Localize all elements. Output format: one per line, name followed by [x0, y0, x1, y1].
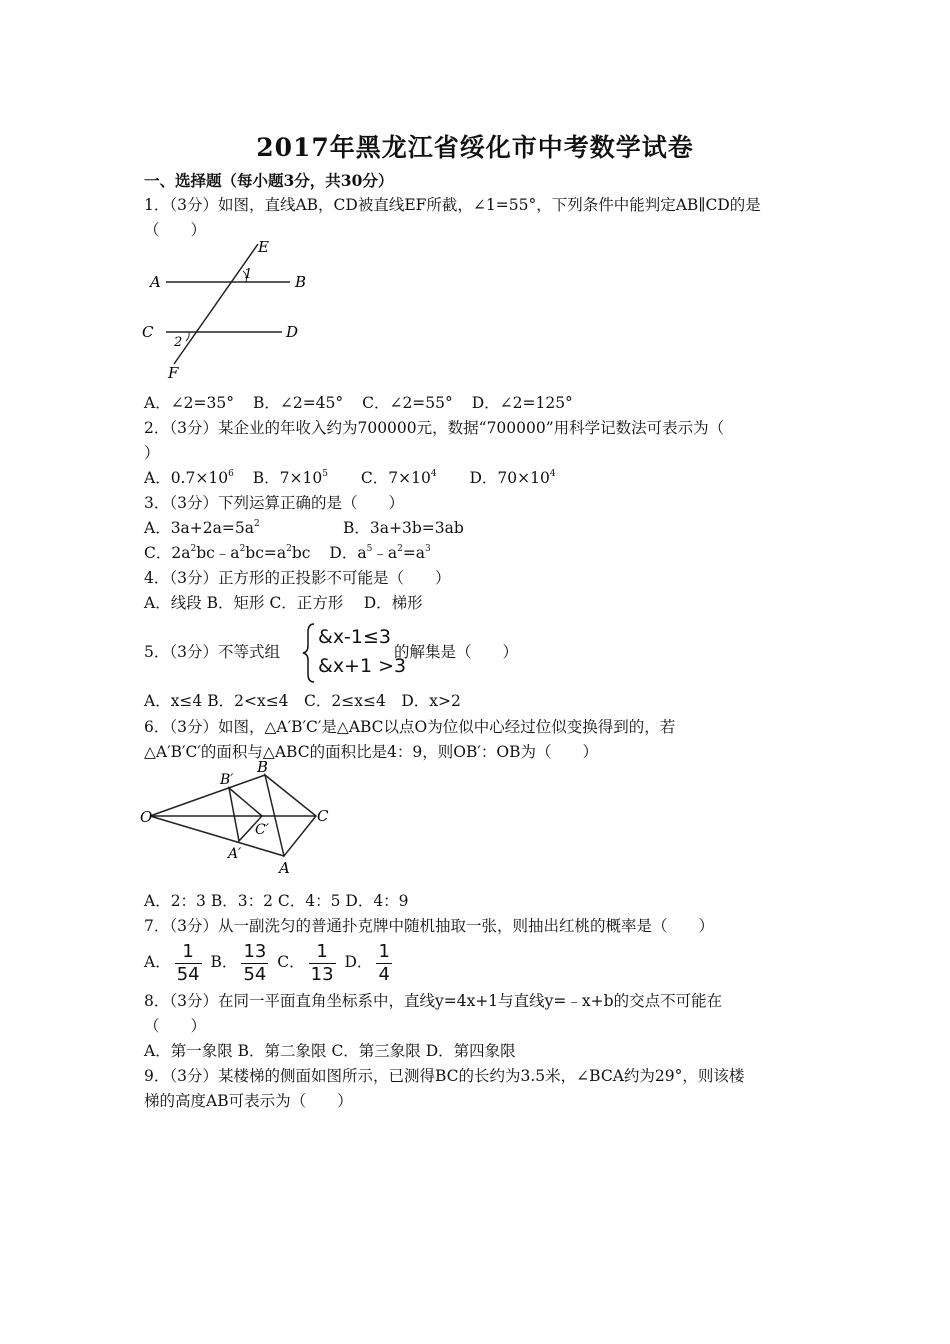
q7-option-b-fraction: $\frac{13}{54}$ — [243, 940, 267, 985]
q2-option-c: C．$7\times 10^4$ — [360, 469, 437, 487]
label-c: C — [317, 807, 329, 825]
q2-stem-line1: 2．（3分）某企业的年收入约为700000元，数据“700000”用科学记数法可表示为（ — [144, 419, 725, 437]
label-c: C — [142, 323, 154, 341]
q2-option-a: A．$0.7\times 10^6$ — [144, 469, 234, 487]
label-b: B — [295, 273, 307, 291]
q7-options — [144, 938, 396, 986]
q1-option-a: A．∠2=35° — [144, 394, 235, 412]
q3-option-a: A．$3a+2a=5a^2$ — [144, 519, 260, 537]
q3-stem: 3．（3分）下列运算正确的是（ ） — [144, 494, 404, 512]
q3-option-b: B．3a+3b=3ab — [343, 519, 464, 537]
label-d: D — [286, 323, 299, 341]
q3-option-d: D．$a^5﹣a^2=a^3$ — [329, 544, 431, 562]
label-a-prime: A′ — [228, 846, 242, 862]
q5-stem-prefix: 5．（3分）不等式组 — [144, 643, 280, 661]
angle-2-arc — [186, 332, 189, 341]
label-o: O — [140, 808, 153, 826]
q2-option-d: D．$70\times 10^4$ — [469, 469, 556, 487]
label-e: E — [258, 238, 269, 256]
label-f: F — [168, 364, 179, 382]
label-c-prime: C′ — [255, 822, 269, 838]
line-ef — [174, 244, 258, 364]
q1-option-c: C．∠2=55° — [362, 394, 453, 412]
q7-option-c-label: C． — [277, 953, 305, 971]
q6-stem-line1: 6．（3分）如图，△A′B′C′是△ABC以点O为位似中心经过位似变换得到的，若 — [144, 718, 676, 736]
q4-stem: 4．（3分）正方形的正投影不可能是（ ） — [144, 569, 451, 587]
q5-inequality-2: &x+1 >3 — [318, 655, 407, 677]
label-angle-2: 2 — [174, 335, 183, 350]
q6-stem-line2: △A′B′C′的面积与△ABC的面积比是4：9，则OB′：OB为（ ） — [144, 743, 599, 761]
q1-option-d: D．∠2=125° — [471, 394, 573, 412]
label-angle-1: 1 — [244, 267, 253, 282]
q8-options: A．第一象限 B．第二象限 C．第三象限 D．第四象限 — [144, 1042, 516, 1060]
q8-stem-line2: （ ） — [144, 1017, 207, 1035]
q1-option-b: B．∠2=45° — [252, 394, 344, 412]
q1-stem-line2: （ ） — [144, 221, 207, 239]
q2-stem-line2: ） — [144, 444, 160, 462]
q7-option-b-label: B． — [210, 953, 238, 971]
label-a: A — [279, 859, 290, 877]
q6-figure — [138, 758, 338, 878]
q1-options — [144, 392, 573, 414]
q9-stem-line1: 9．（3分）某楼梯的侧面如图所示，已测得BC的长约为3.5米，∠BCA约为29°，则该楼 — [144, 1067, 745, 1085]
q5-stem-suffix: 的解集是（ ） — [394, 643, 519, 661]
q3-option-c: C．$2a^2bc﹣a^2bc=a^2bc$ — [144, 544, 311, 562]
q7-option-d-fraction: $\frac{1}{4}$ — [378, 940, 390, 985]
label-a: A — [150, 273, 161, 291]
label-b: B — [257, 758, 269, 776]
q7-option-a-label: A． — [144, 953, 171, 971]
q8-stem-line1: 8．（3分）在同一平面直角坐标系中，直线y=4x+1与直线y=﹣x+b的交点不可能在 — [144, 992, 723, 1010]
q6-options: A．2：3 B．3：2 C．4：5 D．4：9 — [144, 892, 409, 910]
q7-option-c-fraction: $\frac{1}{13}$ — [310, 940, 334, 985]
q1-stem-line1: 1．（3分）如图，直线AB，CD被直线EF所截，∠1=55°，下列条件中能判定AB∥CD的是 — [144, 196, 761, 214]
q1-figure — [140, 236, 320, 386]
section-heading: 一、选择题（每小题3分，共30分） — [144, 171, 394, 190]
q9-stem-line2: 梯的高度AB可表示为（ ） — [144, 1092, 353, 1110]
q5-options: A．x≤4 B．2<x≤4 C．2≤x≤4 D．x>2 — [144, 692, 461, 710]
q4-options: A．线段 B．矩形 C．正方形 D．梯形 — [144, 594, 423, 612]
label-b-prime: B′ — [220, 772, 234, 788]
q7-stem: 7．（3分）从一副洗匀的普通扑克牌中随机抽取一张，则抽出红桃的概率是（ ） — [144, 917, 714, 935]
system-brace — [302, 622, 316, 684]
q7-option-a-fraction: $\frac{1}{54}$ — [176, 940, 200, 985]
page-title: 2017年黑龙江省绥化市中考数学试卷 — [256, 133, 694, 162]
q2-options — [144, 467, 556, 489]
q7-option-d-label: D． — [344, 953, 373, 971]
q5-inequality-1: &x-1≤3 — [318, 626, 392, 648]
q2-option-b: B．$7\times 10^5$ — [252, 469, 328, 487]
q3-options-cd — [144, 542, 431, 564]
segment-ob — [150, 775, 265, 816]
